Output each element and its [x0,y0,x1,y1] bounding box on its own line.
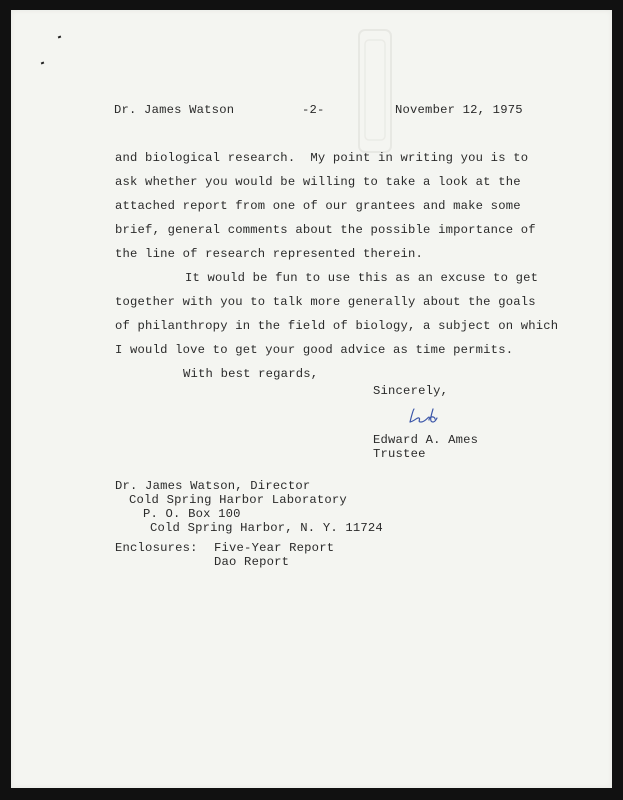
body-line: brief, general comments about the possible importance of [115,223,536,237]
header-date: November 12, 1975 [395,103,523,117]
body-line: ask whether you would be willing to take a look at the [115,175,521,189]
enclosure-item: Five-Year Report [214,541,335,555]
address-line: Dr. James Watson, Director [115,479,311,493]
speck-mark [41,62,45,65]
enclosure-item: Dao Report [214,555,290,569]
body-line: the line of research represented therein. [115,247,424,261]
signer-name: Edward A. Ames [373,433,479,447]
body-line: and biological research. My point in writing you is to [115,151,529,165]
enclosures-label: Enclosures: [115,541,198,555]
letter-page [11,10,612,788]
body-line: It would be fun to use this as an excuse to get [185,271,539,285]
body-line: together with you to talk more generally about the goals [115,295,536,309]
address-line: Cold Spring Harbor Laboratory [129,493,347,507]
speck-mark [58,36,62,39]
header-recipient: Dr. James Watson [114,103,235,117]
body-line: I would love to get your good advice as time permits. [115,343,514,357]
signer-title: Trustee [373,447,426,461]
archive-stamp-watermark [355,26,395,156]
address-line: P. O. Box 100 [143,507,241,521]
signature-initials-mark [407,406,447,428]
body-line: of philanthropy in the field of biology, a subject on which [115,319,559,333]
regards-line: With best regards, [183,367,319,381]
address-line: Cold Spring Harbor, N. Y. 11724 [150,521,383,535]
sincerely-line: Sincerely, [373,384,449,398]
header-page-number: -2- [302,103,325,117]
body-line: attached report from one of our grantees and make some [115,199,521,213]
